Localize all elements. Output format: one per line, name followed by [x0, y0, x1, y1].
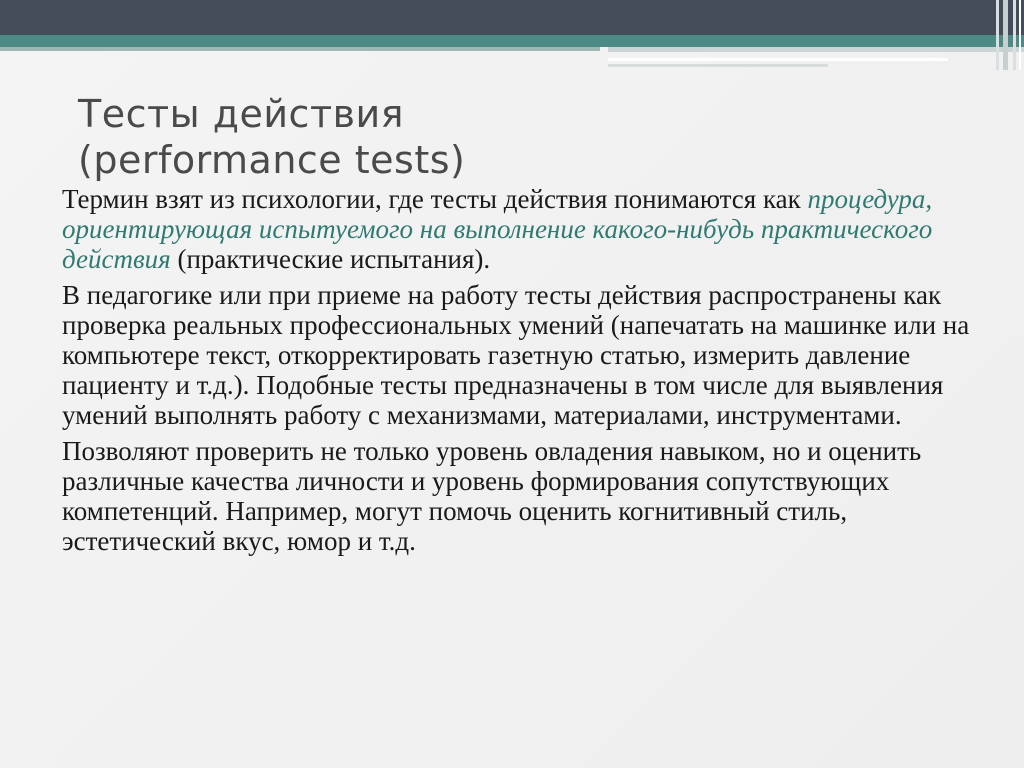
slide-title-line2: (performance tests)	[78, 138, 466, 183]
header-light-stripe	[0, 47, 600, 51]
slide-title-line1: Тесты действия	[78, 92, 405, 137]
header-dark-band	[0, 0, 1024, 35]
decor-vertical-bars	[994, 0, 1024, 70]
decor-stripe	[608, 47, 1024, 52]
paragraph-benefits: Позволяют проверить не только уровень овладения навыком, но и оценить различные качества личности и уровень формирования сопутствующих компетенций. Например, могут помочь оценить когнитивный стиль, эстетический вкус, юмор и т.д.	[62, 436, 922, 556]
header-teal-band	[0, 35, 1024, 47]
slide-body	[62, 184, 982, 562]
paragraph-definition	[62, 184, 982, 274]
paragraph-pedagogy: В педагогике или при приеме на работу тесты действия распространены как проверка реальных профессиональных умений (напечатать на машинке или на компьютере текст, откорректировать газетную статью, измерить давление пациенту и т.д.). Подобные тесты предназначены в том числе для выявления умений выполнять работу с механизмами, материалами, инструментами.	[62, 280, 970, 430]
paragraph-definition-emphasis: процедура, ориентирующая испытуемого на выполнение какого-нибудь практического действия	[62, 184, 933, 274]
decor-stripe	[608, 58, 948, 61]
decor-stripe	[608, 64, 828, 67]
paragraph-definition-end: (практические испытания).	[170, 244, 491, 274]
slide-title	[78, 91, 898, 183]
paragraph-definition-start: Термин взят из психологии, где тесты действия понимаются как	[62, 184, 808, 214]
